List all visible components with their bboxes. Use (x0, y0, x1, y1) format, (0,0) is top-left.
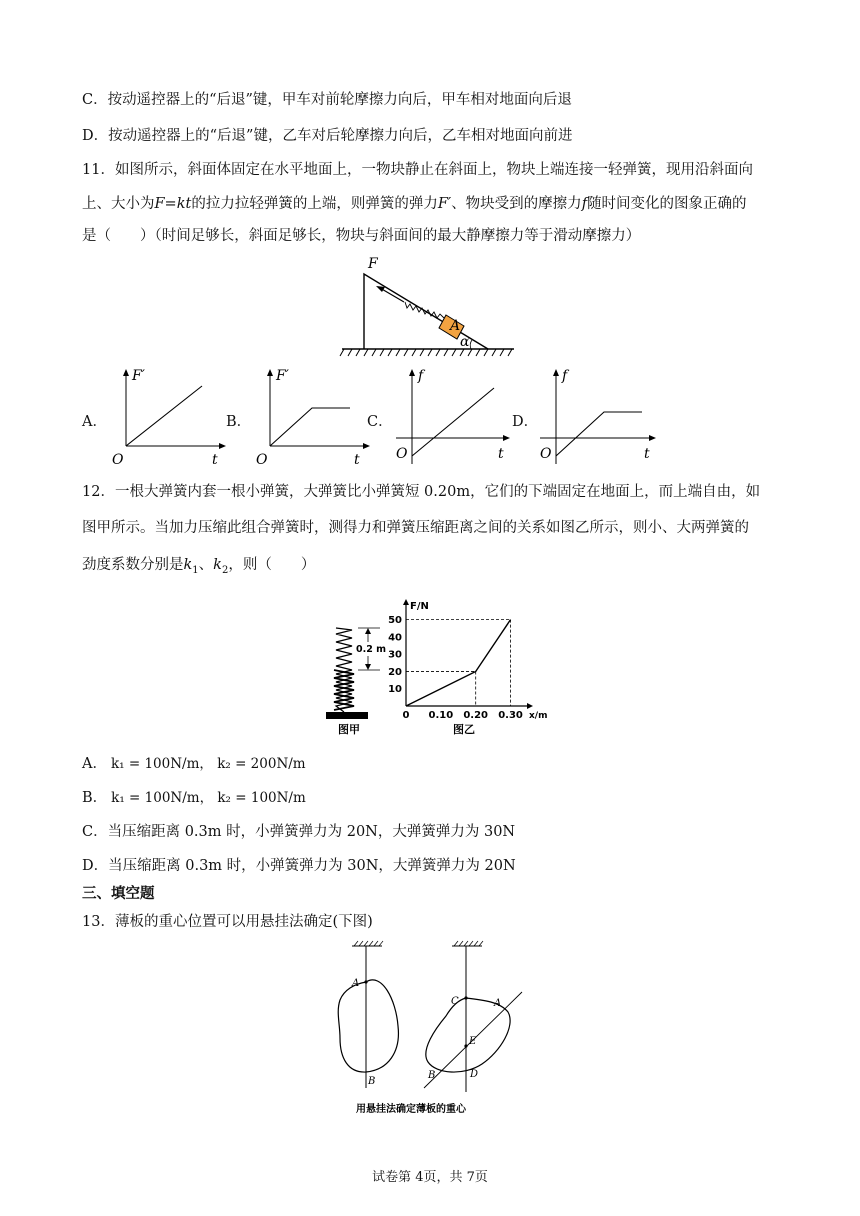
q11-text: 的拉力拉轻弹簧的上端，则弹簧的弹力 (191, 196, 438, 212)
q12-text: 劲度系数分别是 (82, 557, 184, 573)
label-d: D (470, 1069, 479, 1080)
q13-figure-caption: 用悬挂法确定薄板的重心 (356, 1104, 466, 1115)
x-tick-label: 0.10 (428, 710, 454, 721)
label-a: A (450, 318, 461, 334)
k2-subscript: 2 (221, 564, 229, 576)
fig-yi-caption: 图乙 (453, 723, 475, 736)
label-a2: A (494, 998, 502, 1009)
graph-a-y: F′ (132, 368, 145, 384)
q11-text: 、物块受到的摩擦力 (451, 196, 582, 212)
q11-text: 上、大小为 (82, 196, 155, 212)
y-tick-label: 30 (388, 649, 402, 661)
x-tick-label: 0.20 (463, 710, 489, 721)
y-axis-label: F/N (410, 601, 429, 612)
y-tick-label: 10 (388, 684, 402, 696)
graph-a-line (126, 386, 202, 446)
section-title: 三、填空题 (82, 885, 155, 902)
y-tick-label: 50 (388, 615, 402, 627)
graph-a-origin: O (112, 452, 124, 468)
incline-figure (338, 256, 518, 360)
q10-option-d: D．按动遥控器上的“后退”键，乙车对后轮摩擦力向后，乙车相对地面向前进 (82, 128, 573, 144)
page-footer: 试卷第 4页，共 7页 (372, 1170, 488, 1185)
q11-option-b-label: B． (226, 414, 252, 430)
q11-stem-line1: 11．如图所示，斜面体固定在水平地面上，一物块静止在斜面上，物块上端连接一轻弹簧，现用沿斜面向 (82, 162, 753, 178)
q11-symbol-f: f (581, 196, 588, 212)
y-tick-label: 20 (388, 666, 402, 678)
graph-b-y: F′ (276, 368, 289, 384)
q11-option-d-label: D． (512, 414, 539, 430)
q12-text: 、 (198, 557, 214, 573)
x-tick-label: 0.30 (498, 710, 523, 721)
y-axis-arrow (403, 599, 409, 605)
series-line (406, 620, 511, 706)
graph-d-origin: O (540, 446, 552, 462)
label-e: E (469, 1036, 477, 1047)
q12-option-d: D．当压缩距离 0.3m 时，小弹簧弹力为 30N，大弹簧弹力为 20N (82, 858, 516, 874)
q12-option-a (82, 754, 306, 774)
y-tick-label: 40 (388, 632, 402, 644)
graph-a-t: t (212, 452, 218, 468)
graph-c-t: t (498, 446, 504, 462)
spring-figure (320, 616, 388, 740)
label-c: C (451, 996, 459, 1007)
fig-jia-caption: 图甲 (338, 723, 360, 736)
q12-option-c: C．当压缩距离 0.3m 时，小弹簧弹力为 20N，大弹簧弹力为 30N (82, 824, 516, 840)
q10-option-c: C．按动遥控器上的“后退”键，甲车对前轮摩擦力向后，甲车相对地面向后退 (82, 92, 572, 108)
q13-stem: 13．薄板的重心位置可以用悬挂法确定(下图) (82, 914, 373, 930)
plate-2 (426, 998, 510, 1072)
graph-b-line (270, 408, 350, 446)
graph-b-t: t (354, 452, 360, 468)
k1-symbol: k (183, 557, 193, 573)
distance-label: 0.2 m (356, 644, 387, 655)
graph-a (106, 366, 231, 470)
label-b2: B (428, 1070, 436, 1081)
q12-stem-line2: 图甲所示。当加力压缩此组合弹簧时，测得力和弹簧压缩距离之间的关系如图乙所示，则小、大两弹簧的 (82, 520, 749, 536)
label-f: F (368, 256, 378, 272)
force-compression-chart (384, 594, 548, 740)
plate-1 (338, 980, 398, 1072)
graph-d-line (556, 412, 642, 456)
k1-subscript: 1 (192, 564, 199, 576)
label-alpha: α (460, 334, 470, 350)
q12-option-a-label: A． (82, 756, 107, 772)
q11-symbol-fprime: F′ (437, 196, 452, 212)
graph-d-t: t (644, 446, 650, 462)
q11-option-c-label: C． (367, 414, 393, 430)
q12-stem-line1: 12．一根大弹簧内套一根小弹簧，大弹簧比小弹簧短 0.20m，它们的下端固定在地面上，而上端自由，如 (82, 484, 761, 500)
x-axis-arrow (527, 703, 533, 709)
graph-b-origin: O (256, 452, 268, 468)
q11-stem-line2 (82, 194, 747, 214)
q12-text: ，则（ ） (228, 557, 316, 573)
graph-c-y: f (418, 368, 424, 384)
label-a1: A (352, 978, 360, 989)
spring-base (326, 712, 368, 719)
q12-option-b-math: k₁ = 100N/m， k₂ = 100N/m (111, 790, 306, 806)
label-b1: B (368, 1076, 376, 1087)
q12-option-b (82, 788, 306, 808)
q11-text: 随时间变化的图象正确的 (587, 196, 747, 212)
graph-c-line (412, 388, 494, 456)
q11-formula: F=kt (154, 196, 192, 212)
q12-option-b-label: B． (82, 790, 108, 806)
q11-stem-line3: 是（ ）（时间足够长，斜面足够长，物块与斜面间的最大静摩擦力等于滑动摩擦力） (82, 228, 641, 244)
force-arrow (376, 286, 385, 292)
x-axis-label: x/m (529, 711, 548, 721)
graph-c (390, 366, 515, 470)
q11-option-a-label: A． (82, 414, 107, 430)
graph-d (536, 366, 661, 470)
graph-d-y: f (562, 368, 568, 384)
q12-option-a-math: k₁ = 100N/m， k₂ = 200N/m (110, 756, 306, 772)
k2-symbol: k (213, 557, 222, 573)
graph-b (250, 366, 375, 470)
graph-c-origin: O (396, 446, 408, 462)
x-tick-label: 0 (402, 710, 410, 721)
suspension-figure (324, 940, 534, 1118)
q12-stem-line3 (82, 555, 315, 581)
